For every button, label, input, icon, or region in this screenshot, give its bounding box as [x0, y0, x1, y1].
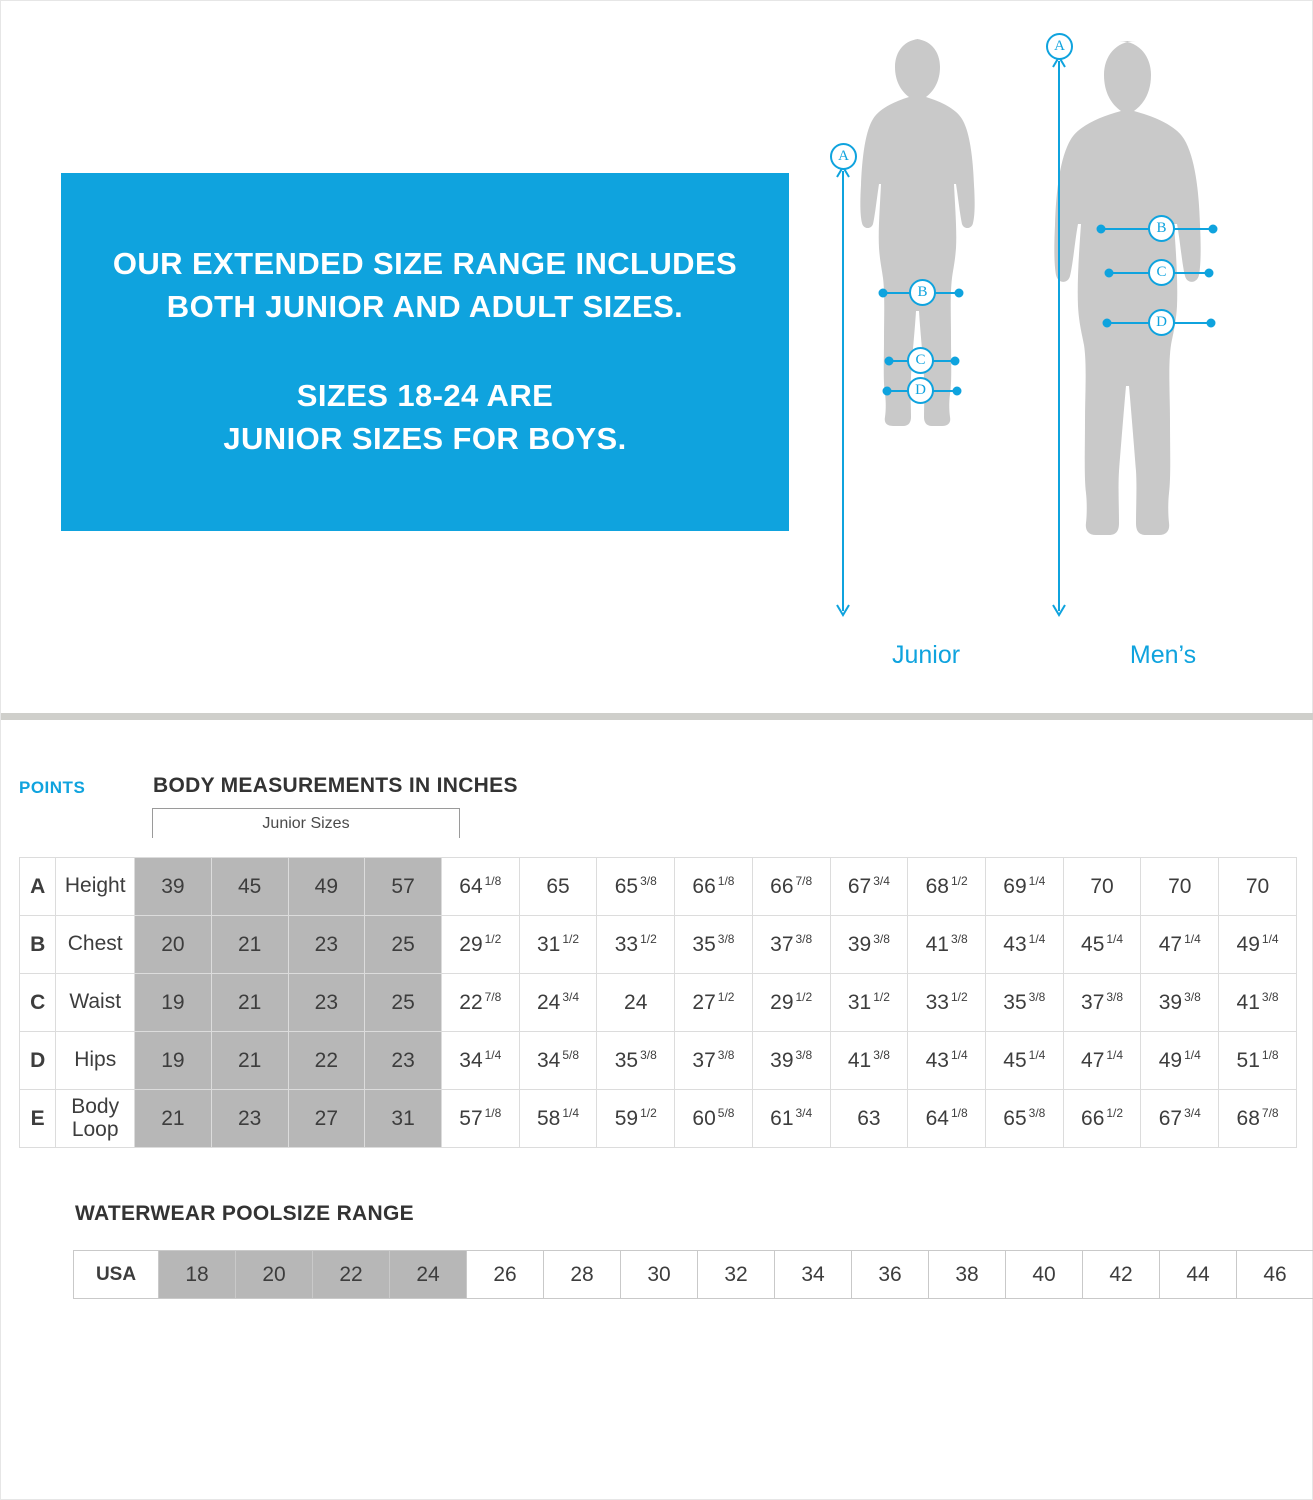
cell-adult: 51 $^{1/8}$	[1219, 1032, 1297, 1090]
cell-adult: 41 $^{3/8}$	[1219, 974, 1297, 1032]
cell-junior: 21	[211, 974, 288, 1032]
cell-adult: 64 $^{1/8}$	[908, 1090, 986, 1148]
cell-adult: 68 $^{1/2}$	[908, 858, 986, 916]
cell-adult: 29 $^{1/2}$	[752, 974, 830, 1032]
cell-adult: 37 $^{3/8}$	[675, 1032, 753, 1090]
cell-adult: 65 $^{3/8}$	[597, 858, 675, 916]
cell-adult: 67 $^{3/4}$	[830, 858, 908, 916]
row-point-letter: D	[20, 1032, 56, 1090]
marker-b-junior-icon: B	[909, 279, 936, 306]
marker-d-mens-icon: D	[1148, 309, 1175, 336]
cell-junior: 23	[365, 1032, 442, 1090]
poolsize-cell-adult: 44	[1160, 1251, 1237, 1299]
cell-adult: 35 $^{3/8}$	[675, 916, 753, 974]
marker-c-junior-icon: C	[907, 347, 934, 374]
banner-line-2: BOTH JUNIOR AND ADULT SIZES.	[166, 289, 684, 325]
cell-adult: 64 $^{1/8}$	[441, 858, 519, 916]
poolsize-cell-adult: 42	[1083, 1251, 1160, 1299]
poolsize-cell-junior: 18	[159, 1251, 236, 1299]
cell-adult: 22 $^{7/8}$	[441, 974, 519, 1032]
cell-junior: 25	[365, 974, 442, 1032]
marker-c-mens-icon: C	[1148, 259, 1175, 286]
banner-line-3: SIZES 18-24 ARE	[296, 378, 554, 413]
cell-adult: 33 $^{1/2}$	[908, 974, 986, 1032]
cell-junior: 31	[365, 1090, 442, 1148]
row-point-letter: E	[20, 1090, 56, 1148]
cell-adult: 47 $^{1/4}$	[1063, 1032, 1141, 1090]
cell-adult: 70	[1063, 858, 1141, 916]
poolsize-cell-junior: 20	[236, 1251, 313, 1299]
cell-junior: 45	[211, 858, 288, 916]
cell-adult: 69 $^{1/4}$	[985, 858, 1063, 916]
poolsize-cell-adult: 46	[1237, 1251, 1313, 1299]
cell-junior: 20	[135, 916, 212, 974]
cell-junior: 22	[288, 1032, 365, 1090]
marker-b-mens-icon: B	[1148, 215, 1175, 242]
cell-adult: 41 $^{3/8}$	[908, 916, 986, 974]
cell-adult: 35 $^{3/8}$	[985, 974, 1063, 1032]
cell-adult: 24 $^{3/4}$	[519, 974, 597, 1032]
cell-adult: 59 $^{1/2}$	[597, 1090, 675, 1148]
cell-junior: 23	[288, 974, 365, 1032]
points-header: POINTS	[19, 778, 86, 797]
cell-adult: 33 $^{1/2}$	[597, 916, 675, 974]
row-measurement-name: Body Loop	[56, 1090, 135, 1148]
row-measurement-name: Waist	[56, 974, 135, 1032]
cell-adult: 49 $^{1/4}$	[1141, 1032, 1219, 1090]
cell-adult: 70	[1141, 858, 1219, 916]
cell-adult: 49 $^{1/4}$	[1219, 916, 1297, 974]
cell-adult: 37 $^{3/8}$	[1063, 974, 1141, 1032]
cell-adult: 65	[519, 858, 597, 916]
cell-junior: 23	[211, 1090, 288, 1148]
cell-junior: 21	[135, 1090, 212, 1148]
mens-silhouette	[1054, 41, 1200, 535]
cell-junior: 39	[135, 858, 212, 916]
table-row	[20, 916, 1297, 974]
row-measurement-name: Height	[56, 858, 135, 916]
poolsize-cell-adult: 38	[929, 1251, 1006, 1299]
cell-adult: 68 $^{7/8}$	[1219, 1090, 1297, 1148]
poolsize-row-label: USA	[74, 1251, 159, 1299]
junior-height-arrow	[837, 167, 849, 615]
cell-junior: 25	[365, 916, 442, 974]
row-point-letter: C	[20, 974, 56, 1032]
cell-junior: 19	[135, 974, 212, 1032]
cell-adult: 58 $^{1/4}$	[519, 1090, 597, 1148]
cell-adult: 67 $^{3/4}$	[1141, 1090, 1219, 1148]
cell-adult: 45 $^{1/4}$	[1063, 916, 1141, 974]
cell-adult: 45 $^{1/4}$	[985, 1032, 1063, 1090]
cell-junior: 23	[288, 916, 365, 974]
cell-adult: 66 $^{1/2}$	[1063, 1090, 1141, 1148]
table-row	[20, 1090, 1297, 1148]
marker-d-junior-icon: D	[907, 377, 934, 404]
banner-line-1: OUR EXTENDED SIZE RANGE INCLUDES	[112, 246, 738, 282]
cell-junior: 19	[135, 1032, 212, 1090]
info-banner	[61, 173, 789, 531]
cell-junior: 21	[211, 1032, 288, 1090]
cell-adult: 31 $^{1/2}$	[830, 974, 908, 1032]
poolsize-cell-adult: 26	[467, 1251, 544, 1299]
cell-adult: 61 $^{3/4}$	[752, 1090, 830, 1148]
cell-adult: 63	[830, 1090, 908, 1148]
poolsize-cell-adult: 36	[852, 1251, 929, 1299]
cell-adult: 41 $^{3/8}$	[830, 1032, 908, 1090]
mens-height-arrow	[1053, 57, 1065, 615]
poolsize-cell-adult: 34	[775, 1251, 852, 1299]
poolsize-table	[73, 1250, 1313, 1299]
row-point-letter: B	[20, 916, 56, 974]
cell-adult: 34 $^{5/8}$	[519, 1032, 597, 1090]
table-row	[20, 974, 1297, 1032]
cell-adult: 34 $^{1/4}$	[441, 1032, 519, 1090]
junior-sizes-group-label: Junior Sizes	[152, 808, 460, 838]
cell-adult: 27 $^{1/2}$	[675, 974, 753, 1032]
cell-junior: 27	[288, 1090, 365, 1148]
cell-adult: 57 $^{1/8}$	[441, 1090, 519, 1148]
marker-a-mens-icon: A	[1046, 33, 1073, 60]
junior-figure-label: Junior	[891, 641, 961, 669]
row-measurement-name: Hips	[56, 1032, 135, 1090]
cell-adult: 37 $^{3/8}$	[752, 916, 830, 974]
cell-junior: 21	[211, 916, 288, 974]
marker-a-junior-icon: A	[830, 143, 857, 170]
table-row	[20, 858, 1297, 916]
cell-adult: 60 $^{5/8}$	[675, 1090, 753, 1148]
top-panel	[1, 1, 1312, 713]
poolsize-row	[74, 1251, 1313, 1299]
poolsize-cell-adult: 28	[544, 1251, 621, 1299]
cell-adult: 47 $^{1/4}$	[1141, 916, 1219, 974]
cell-adult: 39 $^{3/8}$	[830, 916, 908, 974]
banner-line-4: JUNIOR SIZES FOR BOYS.	[223, 420, 627, 456]
row-point-letter: A	[20, 858, 56, 916]
section-divider	[1, 713, 1313, 720]
cell-adult: 70	[1219, 858, 1297, 916]
mens-figure-label: Men’s	[1129, 641, 1197, 669]
poolsize-cell-adult: 30	[621, 1251, 698, 1299]
cell-adult: 29 $^{1/2}$	[441, 916, 519, 974]
cell-adult: 66 $^{1/8}$	[675, 858, 753, 916]
poolsize-cell-junior: 22	[313, 1251, 390, 1299]
cell-adult: 35 $^{3/8}$	[597, 1032, 675, 1090]
cell-adult: 39 $^{3/8}$	[1141, 974, 1219, 1032]
poolsize-cell-adult: 40	[1006, 1251, 1083, 1299]
cell-adult: 43 $^{1/4}$	[908, 1032, 986, 1090]
poolsize-cell-adult: 32	[698, 1251, 775, 1299]
cell-junior: 57	[365, 858, 442, 916]
body-measurements-title: BODY MEASUREMENTS IN INCHES	[153, 774, 518, 797]
cell-adult: 66 $^{7/8}$	[752, 858, 830, 916]
cell-adult: 31 $^{1/2}$	[519, 916, 597, 974]
poolsize-cell-junior: 24	[390, 1251, 467, 1299]
cell-adult: 39 $^{3/8}$	[752, 1032, 830, 1090]
body-figures-diagram	[821, 31, 1291, 691]
cell-adult: 24	[597, 974, 675, 1032]
cell-junior: 49	[288, 858, 365, 916]
poolsize-title: WATERWEAR POOLSIZE RANGE	[75, 1202, 414, 1225]
table-row	[20, 1032, 1297, 1090]
cell-adult: 43 $^{1/4}$	[985, 916, 1063, 974]
row-measurement-name: Chest	[56, 916, 135, 974]
cell-adult: 65 $^{3/8}$	[985, 1090, 1063, 1148]
measurements-table	[19, 857, 1297, 1148]
